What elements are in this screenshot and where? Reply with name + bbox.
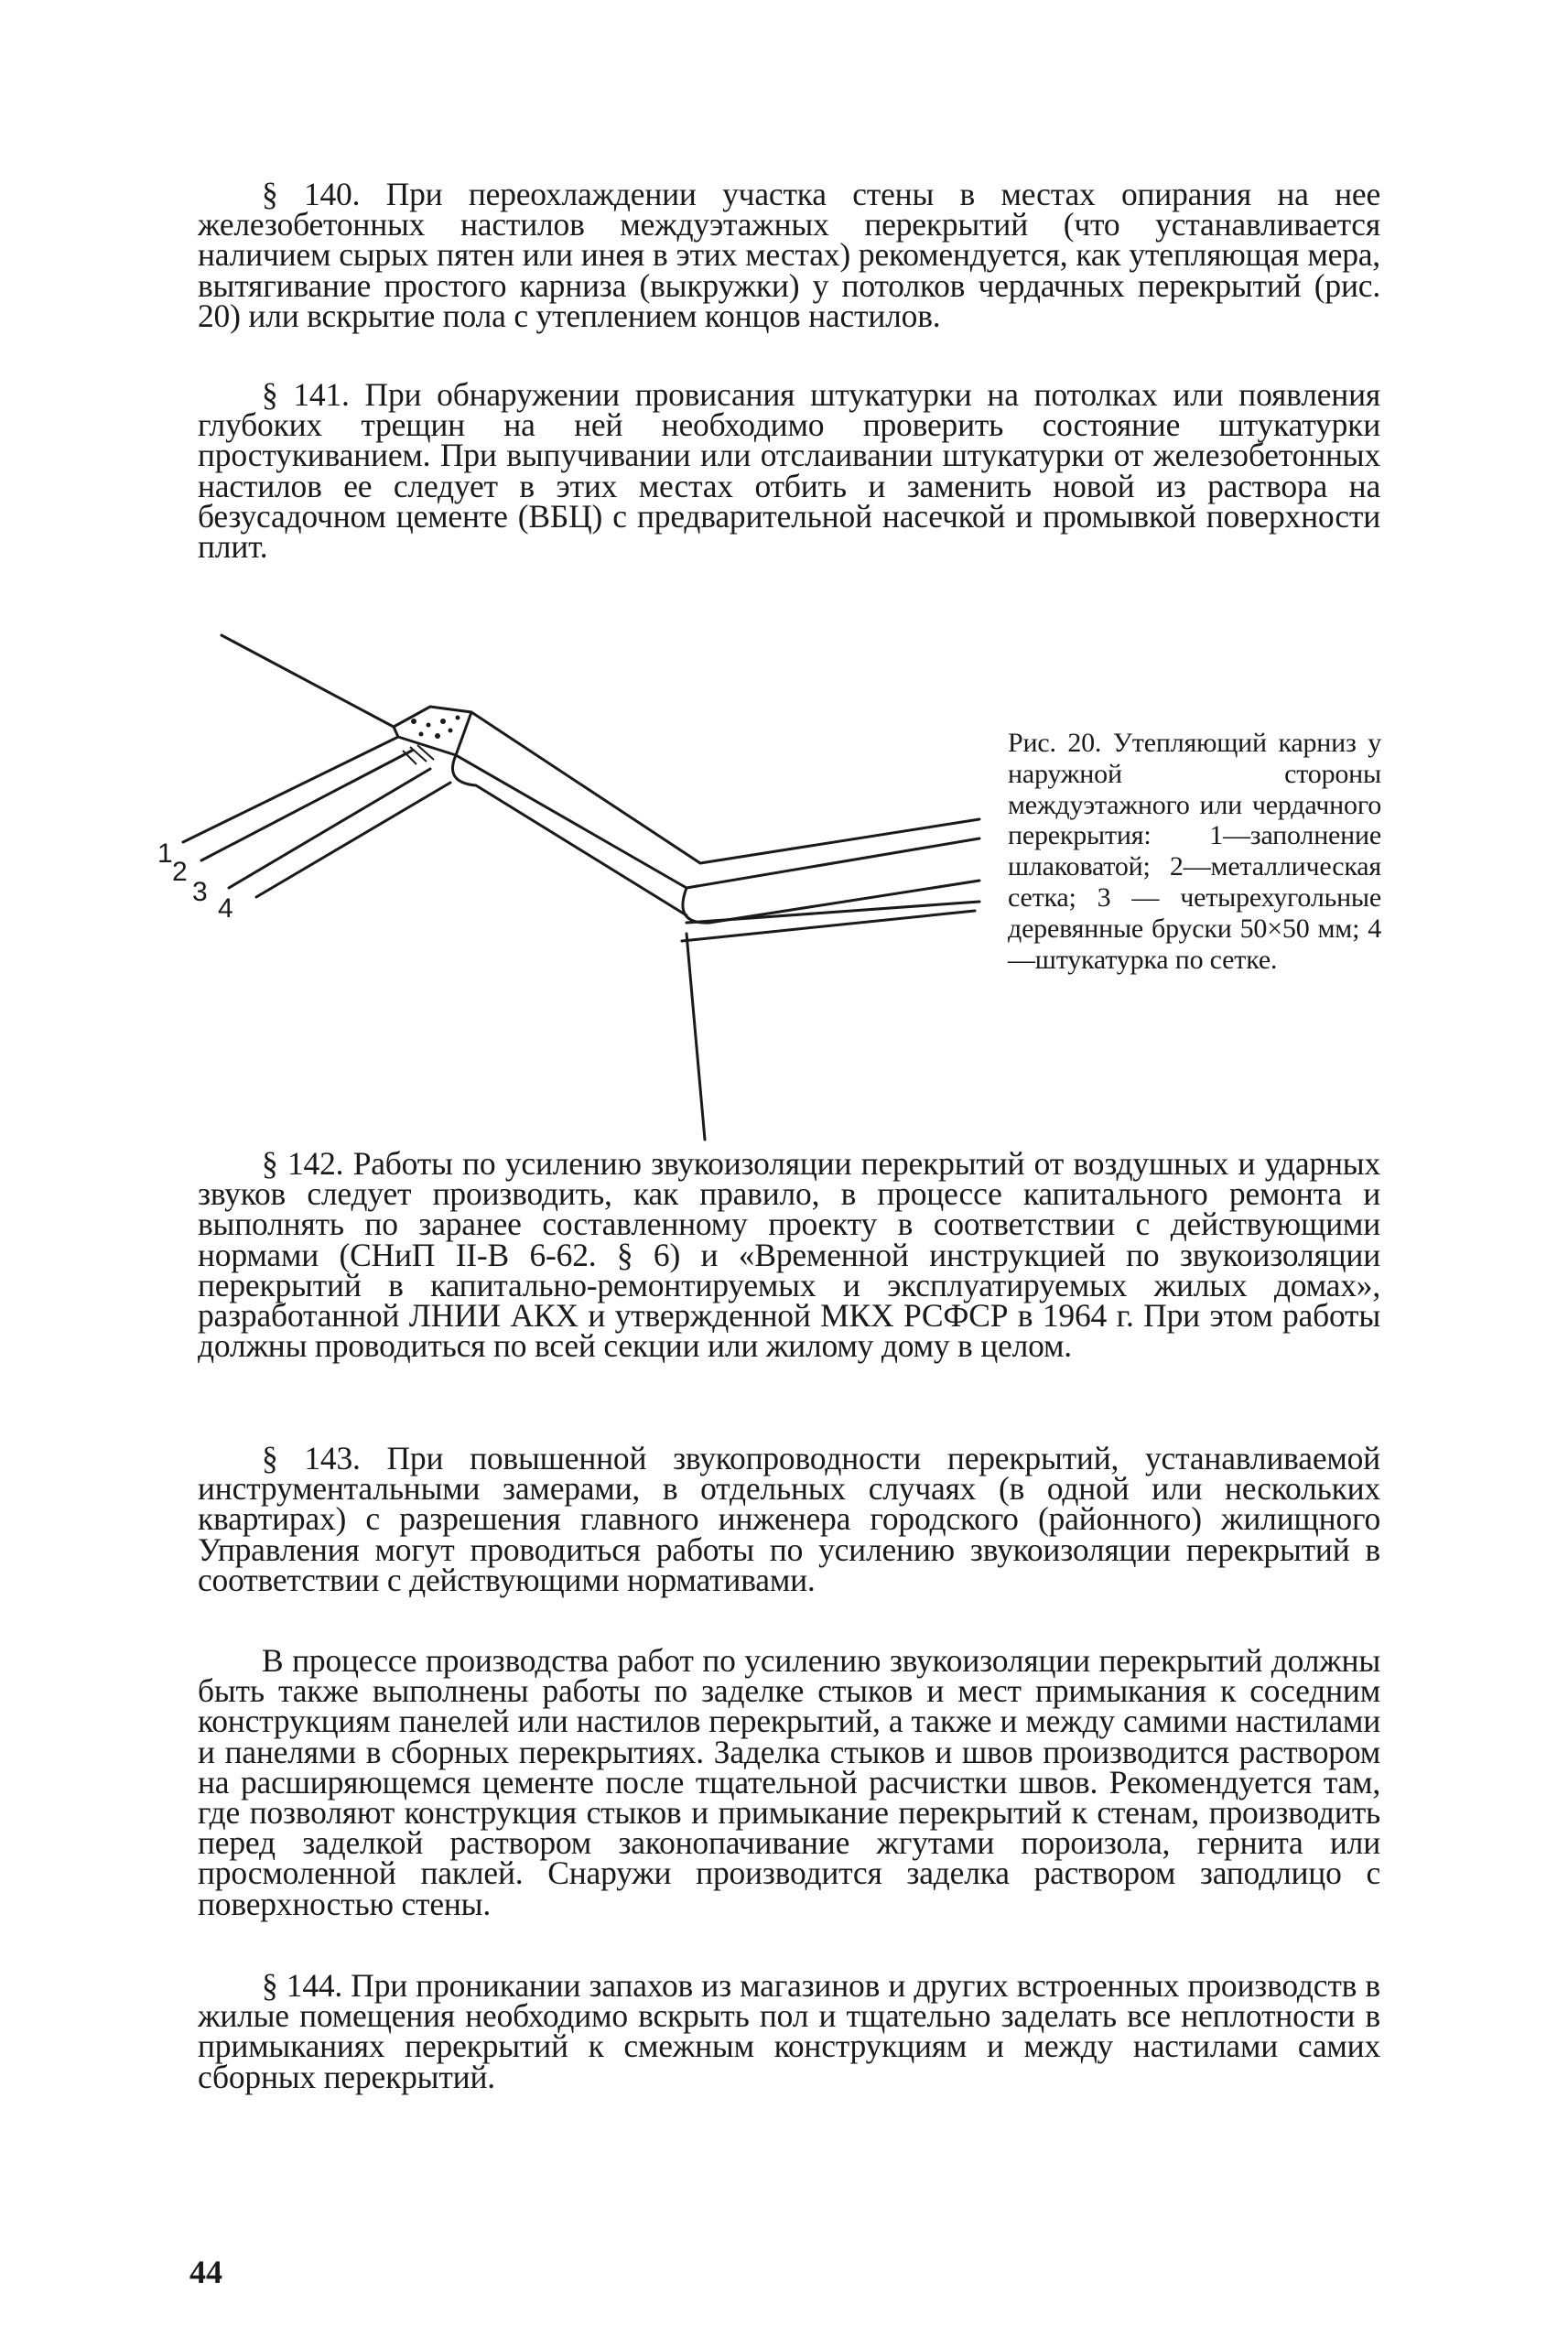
wall-vertical: [687, 934, 705, 1140]
cornice-end-curve: [683, 881, 979, 923]
page-number: 44: [189, 2254, 222, 2290]
figure-20-caption: Рис. 20. Утепляющий карниз у наружной стороны междуэтажного или чердачного перекрытия: 1—заполнение шлаковатой; 2—металлическая сетка; 3 — четырехугольные деревянные бруски 50×50 мм; 4—штукатурка по сетке.: [1008, 728, 1381, 975]
leader-2: [201, 751, 412, 860]
paragraph-143: § 143. При повышенной звукопроводности перекрытий, устанавливаемой инструментальными замерами, в отдельных случаях (в одной или нескольких квартирах) с разрешения главного инженера городского (районного) жилищного Управления могут проводиться работы по усилению звукоизоляции перекрытий в соответствии с действующими нормативами.: [198, 1440, 1380, 1598]
paragraph-140: § 140. При переохлаждении участка стены в местах опирания на нее железобетонных настилов междуэтажных перекрытий (что устанавливается наличием сырых пятен или инея в этих местах) рекомендуется, как утепляющая мера, вытягивание простого карниза (выкружки) у потолков чердачных перекрытий (рис. 20) или вскрытие пола с утеплением концов настилов.: [198, 176, 1380, 334]
cornice-top: [394, 707, 471, 755]
figure-20-cornice-drawing: [157, 622, 1007, 1135]
label-3: 3: [192, 877, 208, 907]
paragraph-143-continued: В процессе производства работ по усилению звукоизоляции перекрытий должны быть также выполнены работы по заделке стыков и мест примыкания к соседним конструкциям панелей или настилов перекрытий, а также и между самими настилами и панелями в сборных перекрытиях. Заделка стыков и швов производится раствором на расширяющемся цементе после тщательной расчистки швов. Рекомендуется там, где позволяют конструкция стыков и примыкание перекрытий к стенам, производить перед заделкой раствором законопачивание жгутами пороизола, гернита или просмоленной паклей. Снаружи производится заделка раствором заподлицо с поверхностью стены.: [198, 1642, 1380, 1922]
label-2: 2: [172, 857, 188, 887]
leader-1: [183, 737, 398, 842]
cornice-curve: [452, 755, 687, 915]
cornice-diagram: [157, 622, 1007, 1135]
slab-upper-edge: [471, 712, 979, 863]
wall-line: [222, 635, 394, 727]
paragraph-141: § 141. При обнаружении провисания штукатурки на потолках или появления глубоких трещин на ней необходимо проверить состояние штукатурки простукиванием. При выпучивании или отслаивании штукатурки от железобетонных настилов ее следует в этих местах отбить и заменить новой из раствора на безусадочном цементе (ВБЦ) с предварительной насечкой и промывкой поверхности плит.: [198, 376, 1380, 566]
ceiling-line-2: [682, 911, 975, 941]
leader-4: [256, 783, 450, 897]
label-4: 4: [218, 893, 233, 924]
leader-3: [229, 769, 430, 888]
label-1: 1: [157, 838, 173, 869]
paragraph-144: § 144. При проникании запахов из магазинов и других встроенных производств в жилые помещения необходимо вскрыть пол и тщательно заделать все неплотности в примыканиях перекрытий к смежным конструкциям и между настилами самих сборных перекрытий.: [198, 1967, 1380, 2095]
paragraph-142: § 142. Работы по усилению звукоизоляции перекрытий от воздушных и ударных звуков следует производить, как правило, в процессе капитального ремонта и выполнять по заранее составленному проекту в соответствии с действующими нормами (СНиП II-В 6-62. § 6) и «Временной инструкцией по звукоизоляции перекрытий в капитально-ремонтируемых и эксплуатируемых жилых домах», разработанной ЛНИИ АКХ и утвержденной МКХ РСФСР в 1964 г. При этом работы должны проводиться по всей секции или жилому дому в целом.: [198, 1145, 1380, 1365]
